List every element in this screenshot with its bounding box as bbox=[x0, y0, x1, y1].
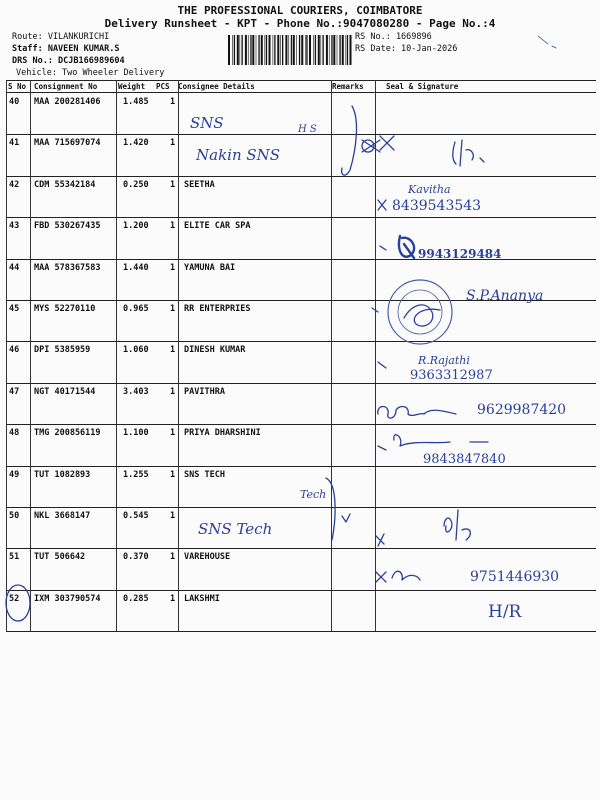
barcode-bar bbox=[280, 35, 281, 65]
barcode-bar bbox=[337, 35, 338, 65]
company-title: THE PROFESSIONAL COURIERS, COIMBATORE bbox=[177, 4, 423, 17]
cell-weight: 1.485 bbox=[123, 97, 149, 107]
barcode-bar bbox=[274, 35, 275, 65]
route-label: Route: VILANKURICHI bbox=[12, 32, 110, 42]
cell-consignee: VAREHOUSE bbox=[184, 552, 231, 563]
cell-weight: 1.060 bbox=[123, 345, 149, 356]
cell-weight: 0.250 bbox=[123, 179, 149, 190]
cell-consignee: YAMUNA BAI bbox=[184, 262, 236, 273]
cell-sno: 40 bbox=[9, 97, 20, 107]
cell-weight: 1.200 bbox=[123, 221, 149, 232]
barcode-bar bbox=[339, 35, 340, 65]
barcode-bar bbox=[350, 35, 352, 65]
cell-consignment: TUT 506642 bbox=[34, 552, 86, 563]
cell-weight: 0.285 bbox=[123, 593, 149, 604]
runsheet-subtitle: Delivery Runsheet - KPT - Phone No.:9047080280 - Page No.:4 bbox=[104, 17, 496, 30]
col-header-remarks: Remarks bbox=[332, 82, 364, 91]
barcode-icon bbox=[228, 35, 352, 65]
cell-consignment: NKL 3668147 bbox=[34, 511, 91, 521]
barcode-bar bbox=[228, 35, 230, 65]
cell-consignee: ELITE CAR SPA bbox=[184, 221, 251, 232]
cell-sno: 44 bbox=[9, 262, 20, 273]
vehicle-label: Vehicle: Two Wheeler Delivery bbox=[16, 68, 165, 78]
handwritten-name: R.Rajathi bbox=[418, 354, 470, 367]
table-row bbox=[6, 507, 596, 548]
barcode-bar bbox=[250, 35, 251, 65]
cell-pcs: 1 bbox=[170, 511, 176, 521]
handwritten-consignee: SNS Tech bbox=[198, 520, 273, 538]
cell-sno: 43 bbox=[9, 221, 20, 232]
col-header-consignment: Consignment No bbox=[34, 82, 98, 91]
barcode-bar bbox=[301, 35, 303, 65]
rs-number: RS No.: 1669896 bbox=[355, 32, 432, 42]
cell-sno: 48 bbox=[9, 428, 20, 439]
cell-consignment: MAA 715697074 bbox=[34, 138, 101, 149]
handwritten-phone: 9751446930 bbox=[470, 569, 560, 585]
cell-weight: 1.440 bbox=[123, 262, 149, 273]
cell-sno: 45 bbox=[9, 304, 20, 314]
cell-pcs: 1 bbox=[170, 428, 176, 439]
cell-pcs: 1 bbox=[170, 262, 176, 273]
barcode-bar bbox=[240, 35, 241, 65]
cell-pcs: 1 bbox=[170, 304, 176, 314]
barcode-bar bbox=[291, 35, 292, 65]
barcode-bar bbox=[347, 35, 348, 65]
barcode-bar bbox=[296, 35, 297, 65]
barcode-bar bbox=[333, 35, 335, 65]
handwritten-phone: 9629987420 bbox=[477, 402, 567, 418]
cell-consignment: MAA 578367583 bbox=[34, 262, 101, 273]
barcode-bar bbox=[277, 35, 279, 65]
cell-consignee: LAKSHMI bbox=[184, 593, 220, 604]
barcode-bar bbox=[245, 35, 247, 65]
barcode-bar bbox=[306, 35, 307, 65]
cell-weight: 0.370 bbox=[123, 552, 149, 563]
cell-weight: 1.420 bbox=[123, 138, 149, 149]
cell-consignment: FBD 530267435 bbox=[34, 221, 101, 232]
barcode-bar bbox=[315, 35, 316, 65]
cell-sno: 46 bbox=[9, 345, 20, 356]
cell-weight: 1.100 bbox=[123, 428, 149, 439]
barcode-bar bbox=[273, 35, 274, 65]
barcode-bar bbox=[318, 35, 320, 65]
cell-pcs: 1 bbox=[170, 221, 176, 232]
stray-mark bbox=[538, 36, 556, 48]
barcode-bar bbox=[293, 35, 295, 65]
barcode-bar bbox=[321, 35, 322, 65]
col-header-seal: Seal & Signature bbox=[386, 82, 459, 91]
barcode-bar bbox=[265, 35, 266, 65]
cell-consignee: RR ENTERPRIES bbox=[184, 304, 251, 314]
barcode-bar bbox=[242, 35, 243, 65]
table-row bbox=[6, 341, 596, 382]
handwritten-consignee: Nakin SNS bbox=[196, 146, 281, 164]
table-row bbox=[6, 176, 596, 217]
barcode-bar bbox=[305, 35, 306, 65]
barcode-bar bbox=[266, 35, 267, 65]
cell-consignment: TUT 1082893 bbox=[34, 469, 91, 480]
barcode-bar bbox=[248, 35, 249, 65]
cell-pcs: 1 bbox=[170, 552, 176, 563]
table-row bbox=[6, 300, 596, 341]
cell-weight: 0.545 bbox=[123, 511, 149, 521]
table-top-border bbox=[6, 80, 596, 81]
barcode-bar bbox=[269, 35, 271, 65]
barcode-bar bbox=[285, 35, 287, 65]
col-header-weight: Weight bbox=[118, 82, 146, 91]
row-divider bbox=[6, 631, 596, 632]
cell-sno: 51 bbox=[9, 552, 20, 563]
barcode-bar bbox=[252, 35, 254, 65]
cell-pcs: 1 bbox=[170, 179, 176, 190]
handwritten-phone: 9363312987 bbox=[410, 368, 493, 383]
table-row bbox=[6, 424, 596, 465]
cell-pcs: 1 bbox=[170, 386, 176, 397]
cell-consignee: PRIYA DHARSHINI bbox=[184, 428, 261, 439]
handwritten-phone: 9943129484 bbox=[418, 247, 502, 261]
cell-pcs: 1 bbox=[170, 469, 176, 480]
drs-label: DRS No.: DCJB166989604 bbox=[12, 56, 125, 66]
handwritten-name: S.P.Ananya bbox=[466, 288, 544, 304]
col-header-consignee: Consignee Details bbox=[178, 82, 255, 91]
cell-consignment: DPI 5385959 bbox=[34, 345, 91, 356]
cell-pcs: 1 bbox=[170, 138, 176, 149]
cell-consignee: SEETHA bbox=[184, 179, 215, 190]
cell-sno: 47 bbox=[9, 386, 20, 397]
table-row bbox=[6, 134, 596, 175]
runsheet-table bbox=[6, 80, 596, 632]
cell-pcs: 1 bbox=[170, 593, 176, 604]
cell-sno: 49 bbox=[9, 469, 20, 480]
cell-pcs: 1 bbox=[170, 97, 176, 107]
barcode-bar bbox=[329, 35, 330, 65]
cell-sno: 42 bbox=[9, 179, 20, 190]
barcode-bar bbox=[232, 35, 233, 65]
barcode-bar bbox=[313, 35, 314, 65]
barcode-bar bbox=[256, 35, 257, 65]
cell-consignment: CDM 55342184 bbox=[34, 179, 96, 190]
cell-pcs: 1 bbox=[170, 345, 176, 356]
rs-date: RS Date: 10-Jan-2026 bbox=[355, 44, 458, 54]
handwritten-consignee: SNS bbox=[190, 114, 224, 132]
cell-consignment: MYS 52270110 bbox=[34, 304, 96, 314]
barcode-bar bbox=[261, 35, 263, 65]
barcode-bar bbox=[323, 35, 324, 65]
cell-sno: 52 bbox=[9, 593, 20, 604]
barcode-bar bbox=[346, 35, 347, 65]
handwritten-note: Tech bbox=[300, 488, 327, 501]
cell-weight: 3.403 bbox=[123, 386, 149, 397]
cell-consignment: MAA 200281406 bbox=[34, 97, 101, 107]
cell-sno: 50 bbox=[9, 511, 20, 521]
barcode-bar bbox=[237, 35, 239, 65]
barcode-bar bbox=[299, 35, 300, 65]
barcode-bar bbox=[326, 35, 328, 65]
barcode-bar bbox=[282, 35, 283, 65]
handwritten-name: Kavitha bbox=[408, 183, 451, 196]
handwritten-note: H S bbox=[298, 124, 317, 135]
barcode-bar bbox=[342, 35, 344, 65]
cell-sno: 41 bbox=[9, 138, 20, 149]
table-row bbox=[6, 217, 596, 258]
handwritten-phone: 8439543543 bbox=[392, 198, 482, 214]
barcode-bar bbox=[288, 35, 289, 65]
cell-consignee: PAVITHRA bbox=[184, 386, 225, 397]
cell-consignment: TMG 200856119 bbox=[34, 428, 101, 439]
col-header-sno: S No bbox=[8, 82, 27, 91]
handwritten-note: H/R bbox=[488, 602, 522, 622]
cell-weight: 1.255 bbox=[123, 469, 149, 480]
cell-consignment: NGT 40171544 bbox=[34, 386, 96, 397]
barcode-bar bbox=[258, 35, 259, 65]
barcode-bar bbox=[331, 35, 332, 65]
cell-consignee: SNS TECH bbox=[184, 469, 225, 480]
cell-weight: 0.965 bbox=[123, 304, 149, 314]
col-header-pcs: PCS bbox=[156, 82, 170, 91]
cell-consignee: DINESH KUMAR bbox=[184, 345, 246, 356]
staff-label: Staff: NAVEEN KUMAR.S bbox=[12, 44, 120, 54]
barcode-bar bbox=[309, 35, 311, 65]
cell-consignment: IXM 303790574 bbox=[34, 593, 101, 604]
barcode-bar bbox=[234, 35, 235, 65]
handwritten-phone: 9843847840 bbox=[423, 452, 506, 467]
